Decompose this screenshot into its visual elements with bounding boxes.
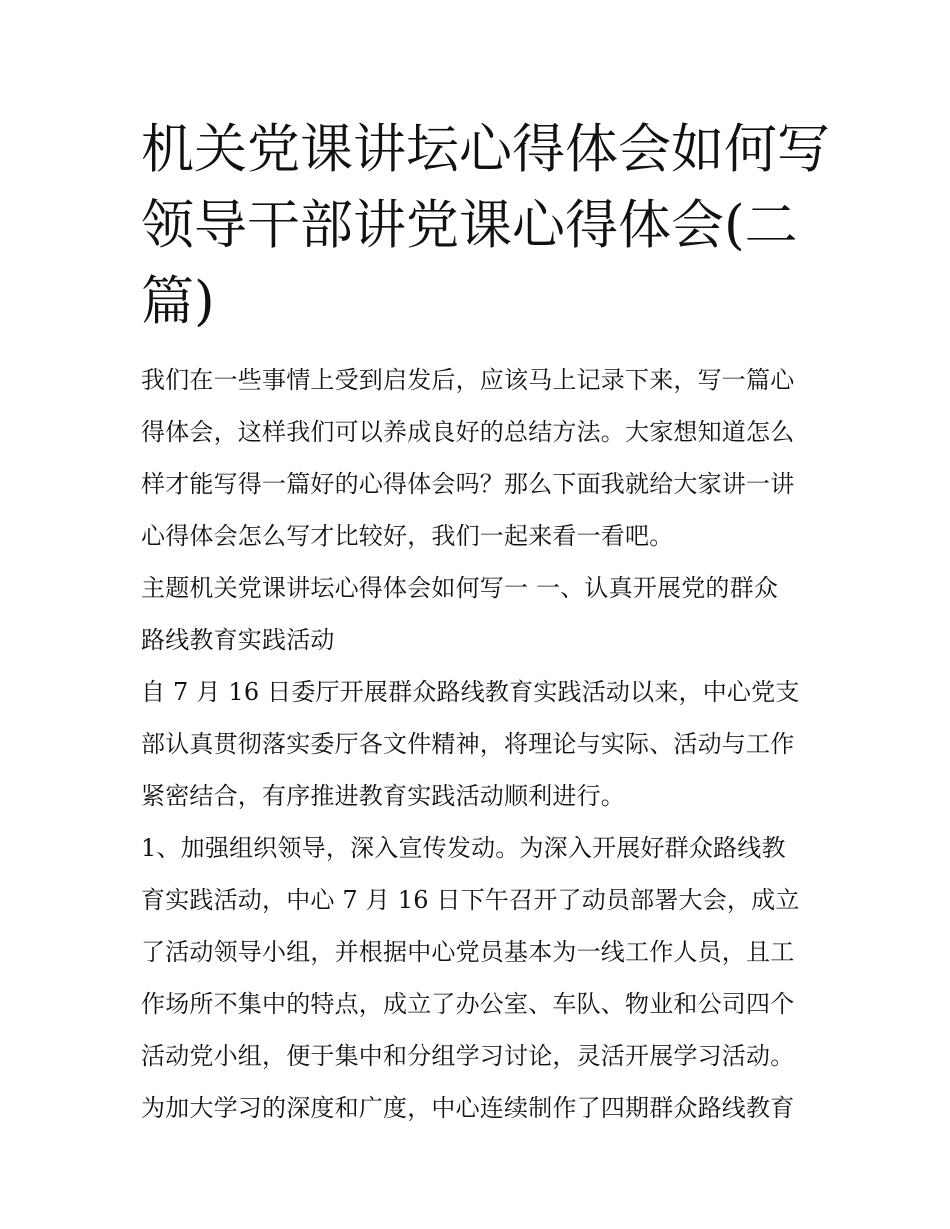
text-line: 了活动领导小组，并根据中心党员基本为一线工作人员，且工 <box>141 938 795 966</box>
text-line: 我们在一些事情上受到启发后，应该马上记录下来，写一篇心 <box>141 366 795 394</box>
text-line: 1、加强组织领导，深入宣传发动。为深入开展好群众路线教 <box>141 834 786 862</box>
text-line: 主题机关党课讲坛心得体会如何写一 一、认真开展党的群众 <box>141 574 779 602</box>
document-body <box>141 354 813 1134</box>
text-line: 为加大学习的深度和广度，中心连续制作了四期群众路线教育 <box>141 1094 795 1122</box>
text-line: 活动党小组，便于集中和分组学习讨论，灵活开展学习活动。 <box>141 1042 795 1070</box>
organization-paragraph <box>141 822 813 1134</box>
text-line: 心得体会怎么写才比较好，我们一起来看一看吧。 <box>141 522 674 550</box>
section-heading-paragraph <box>141 562 813 666</box>
text-line: 样才能写得一篇好的心得体会吗？那么下面我就给大家讲一讲 <box>141 470 795 498</box>
document-content <box>141 112 830 1134</box>
text-line: 作场所不集中的特点，成立了办公室、车队、物业和公司四个 <box>141 990 795 1018</box>
intro-paragraph <box>141 354 813 562</box>
activity-summary-paragraph <box>141 666 813 822</box>
text-line: 路线教育实践活动 <box>141 626 335 654</box>
text-line: 自 7 月 16 日委厅开展群众路线教育实践活动以来，中心党支 <box>141 678 800 706</box>
title-line: 领导干部讲党课心得体会(二 <box>141 195 798 256</box>
title-line: 篇) <box>141 271 215 332</box>
title-line: 机关党课讲坛心得体会如何写 <box>141 119 830 180</box>
text-line: 育实践活动，中心 7 月 16 日下午召开了动员部署大会，成立 <box>141 886 800 914</box>
text-line: 部认真贯彻落实委厅各文件精神，将理论与实际、活动与工作 <box>141 730 795 758</box>
text-line: 得体会，这样我们可以养成良好的总结方法。大家想知道怎么 <box>141 418 795 446</box>
document-title <box>141 112 830 340</box>
text-line: 紧密结合，有序推进教育实践活动顺利进行。 <box>141 782 625 810</box>
